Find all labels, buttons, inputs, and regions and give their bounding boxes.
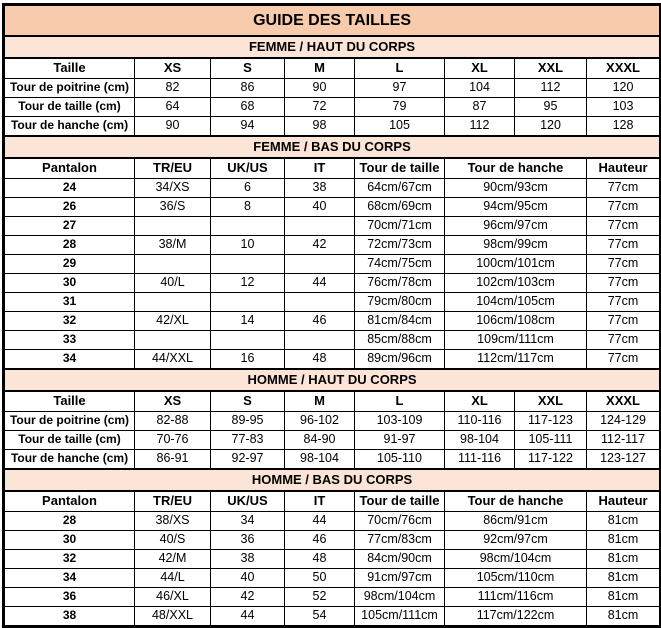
size-guide-table	[2, 3, 661, 628]
data-cell: 98	[285, 117, 355, 137]
data-cell: 98cm/99cm	[445, 236, 587, 255]
column-header-row	[4, 158, 661, 179]
column-header: Hauteur	[587, 158, 661, 179]
data-cell: 112	[515, 79, 587, 98]
data-cell: 128	[587, 117, 661, 137]
data-cell: 54	[285, 607, 355, 627]
data-cell: 90	[285, 79, 355, 98]
data-cell: 70-76	[135, 431, 211, 450]
data-cell: 77cm	[587, 198, 661, 217]
column-header: UK/US	[211, 158, 285, 179]
column-header-row	[4, 491, 661, 512]
column-header: XL	[445, 58, 515, 79]
column-header: S	[211, 58, 285, 79]
row-label: Tour de poitrine (cm)	[4, 412, 135, 431]
data-cell: 48	[285, 350, 355, 370]
data-cell	[135, 217, 211, 236]
column-header: M	[285, 391, 355, 412]
section-header-homme-bas-du-corps: HOMME / BAS DU CORPS	[4, 469, 661, 491]
row-label: Tour de taille (cm)	[4, 98, 135, 117]
data-cell: 40	[285, 198, 355, 217]
row-label: 30	[4, 531, 135, 550]
row-label: Tour de hanche (cm)	[4, 117, 135, 137]
section-row	[4, 136, 661, 158]
table-row	[4, 79, 661, 98]
data-cell	[211, 217, 285, 236]
table-row	[4, 531, 661, 550]
data-cell: 105cm/110cm	[445, 569, 587, 588]
table-row	[4, 255, 661, 274]
column-header-row	[4, 391, 661, 412]
data-cell: 77cm/83cm	[355, 531, 445, 550]
data-cell: 111-116	[445, 450, 515, 470]
data-cell: 40/L	[135, 274, 211, 293]
data-cell: 94	[211, 117, 285, 137]
data-cell: 81cm	[587, 512, 661, 531]
data-cell: 12	[211, 274, 285, 293]
data-cell: 105-110	[355, 450, 445, 470]
data-cell: 38/M	[135, 236, 211, 255]
column-header: Pantalon	[4, 491, 135, 512]
data-cell: 70cm/71cm	[355, 217, 445, 236]
column-header: TR/EU	[135, 491, 211, 512]
data-cell: 36	[211, 531, 285, 550]
data-cell: 81cm	[587, 569, 661, 588]
data-cell: 86	[211, 79, 285, 98]
data-cell: 98-104	[285, 450, 355, 470]
data-cell: 42	[285, 236, 355, 255]
data-cell: 110-116	[445, 412, 515, 431]
data-cell: 124-129	[587, 412, 661, 431]
row-label: Tour de hanche (cm)	[4, 450, 135, 470]
row-label: 26	[4, 198, 135, 217]
table-row	[4, 293, 661, 312]
data-cell: 120	[587, 79, 661, 98]
data-cell: 112cm/117cm	[445, 350, 587, 370]
column-header-row	[4, 58, 661, 79]
row-label: 31	[4, 293, 135, 312]
data-cell: 86-91	[135, 450, 211, 470]
table-row	[4, 274, 661, 293]
data-cell: 105cm/111cm	[355, 607, 445, 627]
table-row	[4, 512, 661, 531]
data-cell: 44/L	[135, 569, 211, 588]
data-cell: 77cm	[587, 312, 661, 331]
row-label: 36	[4, 588, 135, 607]
table-row	[4, 331, 661, 350]
data-cell: 90cm/93cm	[445, 179, 587, 198]
column-header: XS	[135, 58, 211, 79]
data-cell: 82	[135, 79, 211, 98]
data-cell: 94cm/95cm	[445, 198, 587, 217]
row-label: 34	[4, 350, 135, 370]
data-cell: 109cm/111cm	[445, 331, 587, 350]
data-cell: 64	[135, 98, 211, 117]
column-header: IT	[285, 491, 355, 512]
data-cell: 85cm/88cm	[355, 331, 445, 350]
row-label: 32	[4, 550, 135, 569]
data-cell: 92cm/97cm	[445, 531, 587, 550]
data-cell: 72cm/73cm	[355, 236, 445, 255]
data-cell: 44	[285, 274, 355, 293]
page-title: GUIDE DES TAILLES	[4, 5, 661, 37]
data-cell: 104cm/105cm	[445, 293, 587, 312]
data-cell: 68cm/69cm	[355, 198, 445, 217]
data-cell: 95	[515, 98, 587, 117]
data-cell: 89cm/96cm	[355, 350, 445, 370]
data-cell: 89-95	[211, 412, 285, 431]
data-cell	[135, 293, 211, 312]
column-header: Hauteur	[587, 491, 661, 512]
data-cell: 70cm/76cm	[355, 512, 445, 531]
data-cell: 103	[587, 98, 661, 117]
row-label: 33	[4, 331, 135, 350]
data-cell: 103-109	[355, 412, 445, 431]
row-label: 29	[4, 255, 135, 274]
data-cell: 91cm/97cm	[355, 569, 445, 588]
row-label: 38	[4, 607, 135, 627]
column-header: L	[355, 58, 445, 79]
column-header: Tour de hanche	[445, 158, 587, 179]
data-cell: 36/S	[135, 198, 211, 217]
column-header: Taille	[4, 391, 135, 412]
column-header: Tour de taille	[355, 491, 445, 512]
data-cell: 87	[445, 98, 515, 117]
data-cell: 6	[211, 179, 285, 198]
data-cell: 86cm/91cm	[445, 512, 587, 531]
data-cell: 46/XL	[135, 588, 211, 607]
table-row	[4, 217, 661, 236]
row-label: 30	[4, 274, 135, 293]
column-header: XXL	[515, 391, 587, 412]
data-cell: 91-97	[355, 431, 445, 450]
data-cell: 112	[445, 117, 515, 137]
data-cell: 100cm/101cm	[445, 255, 587, 274]
data-cell: 48	[285, 550, 355, 569]
column-header: XXXL	[587, 391, 661, 412]
data-cell: 38	[285, 179, 355, 198]
data-cell: 42/XL	[135, 312, 211, 331]
data-cell: 81cm	[587, 531, 661, 550]
table-row	[4, 312, 661, 331]
table-row	[4, 412, 661, 431]
column-header: TR/EU	[135, 158, 211, 179]
data-cell: 77cm	[587, 350, 661, 370]
table-row	[4, 588, 661, 607]
column-header: XL	[445, 391, 515, 412]
data-cell: 77cm	[587, 331, 661, 350]
data-cell: 16	[211, 350, 285, 370]
column-header: IT	[285, 158, 355, 179]
data-cell: 96cm/97cm	[445, 217, 587, 236]
table-row	[4, 98, 661, 117]
data-cell: 44/XXL	[135, 350, 211, 370]
data-cell: 40	[211, 569, 285, 588]
section-header-femme-bas-du-corps: FEMME / BAS DU CORPS	[4, 136, 661, 158]
data-cell: 104	[445, 79, 515, 98]
data-cell: 117-122	[515, 450, 587, 470]
column-header: XS	[135, 391, 211, 412]
data-cell: 10	[211, 236, 285, 255]
section-header-homme-haut-du-corps: HOMME / HAUT DU CORPS	[4, 369, 661, 391]
data-cell: 90	[135, 117, 211, 137]
data-cell: 111cm/116cm	[445, 588, 587, 607]
data-cell: 81cm	[587, 607, 661, 627]
data-cell: 79cm/80cm	[355, 293, 445, 312]
data-cell	[211, 255, 285, 274]
row-label: 27	[4, 217, 135, 236]
data-cell	[135, 331, 211, 350]
table-row	[4, 569, 661, 588]
table-row	[4, 350, 661, 370]
data-cell: 42	[211, 588, 285, 607]
data-cell: 77cm	[587, 236, 661, 255]
data-cell: 77cm	[587, 179, 661, 198]
data-cell	[211, 293, 285, 312]
data-cell: 34	[211, 512, 285, 531]
data-cell: 112-117	[587, 431, 661, 450]
row-label: 28	[4, 236, 135, 255]
row-label: 24	[4, 179, 135, 198]
data-cell	[285, 255, 355, 274]
row-label: 28	[4, 512, 135, 531]
data-cell	[285, 217, 355, 236]
table-row	[4, 607, 661, 627]
data-cell	[135, 255, 211, 274]
data-cell: 120	[515, 117, 587, 137]
data-cell: 34/XS	[135, 179, 211, 198]
data-cell: 48/XXL	[135, 607, 211, 627]
data-cell: 8	[211, 198, 285, 217]
section-row	[4, 369, 661, 391]
data-cell: 81cm	[587, 588, 661, 607]
data-cell: 98cm/104cm	[355, 588, 445, 607]
data-cell: 76cm/78cm	[355, 274, 445, 293]
table-row	[4, 236, 661, 255]
table-row	[4, 431, 661, 450]
column-header: XXXL	[587, 58, 661, 79]
data-cell: 117cm/122cm	[445, 607, 587, 627]
column-header: M	[285, 58, 355, 79]
data-cell: 102cm/103cm	[445, 274, 587, 293]
data-cell: 42/M	[135, 550, 211, 569]
data-cell: 84cm/90cm	[355, 550, 445, 569]
column-header: Tour de taille	[355, 158, 445, 179]
row-label: Tour de taille (cm)	[4, 431, 135, 450]
data-cell: 97	[355, 79, 445, 98]
data-cell: 38/XS	[135, 512, 211, 531]
row-label: 32	[4, 312, 135, 331]
data-cell: 81cm/84cm	[355, 312, 445, 331]
data-cell: 38	[211, 550, 285, 569]
data-cell	[285, 293, 355, 312]
section-row	[4, 36, 661, 58]
data-cell: 77cm	[587, 274, 661, 293]
column-header: L	[355, 391, 445, 412]
data-cell	[285, 331, 355, 350]
column-header: S	[211, 391, 285, 412]
column-header: XXL	[515, 58, 587, 79]
data-cell: 44	[285, 512, 355, 531]
data-cell: 44	[211, 607, 285, 627]
data-cell: 74cm/75cm	[355, 255, 445, 274]
table-row	[4, 550, 661, 569]
data-cell: 96-102	[285, 412, 355, 431]
data-cell: 46	[285, 312, 355, 331]
data-cell: 64cm/67cm	[355, 179, 445, 198]
data-cell: 98cm/104cm	[445, 550, 587, 569]
data-cell: 50	[285, 569, 355, 588]
data-cell: 98-104	[445, 431, 515, 450]
column-header: UK/US	[211, 491, 285, 512]
data-cell: 77cm	[587, 255, 661, 274]
data-cell: 77cm	[587, 293, 661, 312]
table-row	[4, 198, 661, 217]
table-row	[4, 117, 661, 137]
column-header: Tour de hanche	[445, 491, 587, 512]
data-cell	[211, 331, 285, 350]
data-cell: 72	[285, 98, 355, 117]
data-cell: 123-127	[587, 450, 661, 470]
data-cell: 77-83	[211, 431, 285, 450]
data-cell: 105-111	[515, 431, 587, 450]
data-cell: 46	[285, 531, 355, 550]
data-cell: 106cm/108cm	[445, 312, 587, 331]
column-header: Taille	[4, 58, 135, 79]
data-cell: 79	[355, 98, 445, 117]
data-cell: 14	[211, 312, 285, 331]
data-cell: 77cm	[587, 217, 661, 236]
row-label: Tour de poitrine (cm)	[4, 79, 135, 98]
table-row	[4, 450, 661, 470]
table-row	[4, 179, 661, 198]
data-cell: 68	[211, 98, 285, 117]
data-cell: 81cm	[587, 550, 661, 569]
section-header-femme-haut-du-corps: FEMME / HAUT DU CORPS	[4, 36, 661, 58]
data-cell: 84-90	[285, 431, 355, 450]
title-row	[4, 5, 661, 37]
data-cell: 105	[355, 117, 445, 137]
section-row	[4, 469, 661, 491]
data-cell: 82-88	[135, 412, 211, 431]
column-header: Pantalon	[4, 158, 135, 179]
data-cell: 92-97	[211, 450, 285, 470]
data-cell: 52	[285, 588, 355, 607]
data-cell: 40/S	[135, 531, 211, 550]
data-cell: 117-123	[515, 412, 587, 431]
row-label: 34	[4, 569, 135, 588]
